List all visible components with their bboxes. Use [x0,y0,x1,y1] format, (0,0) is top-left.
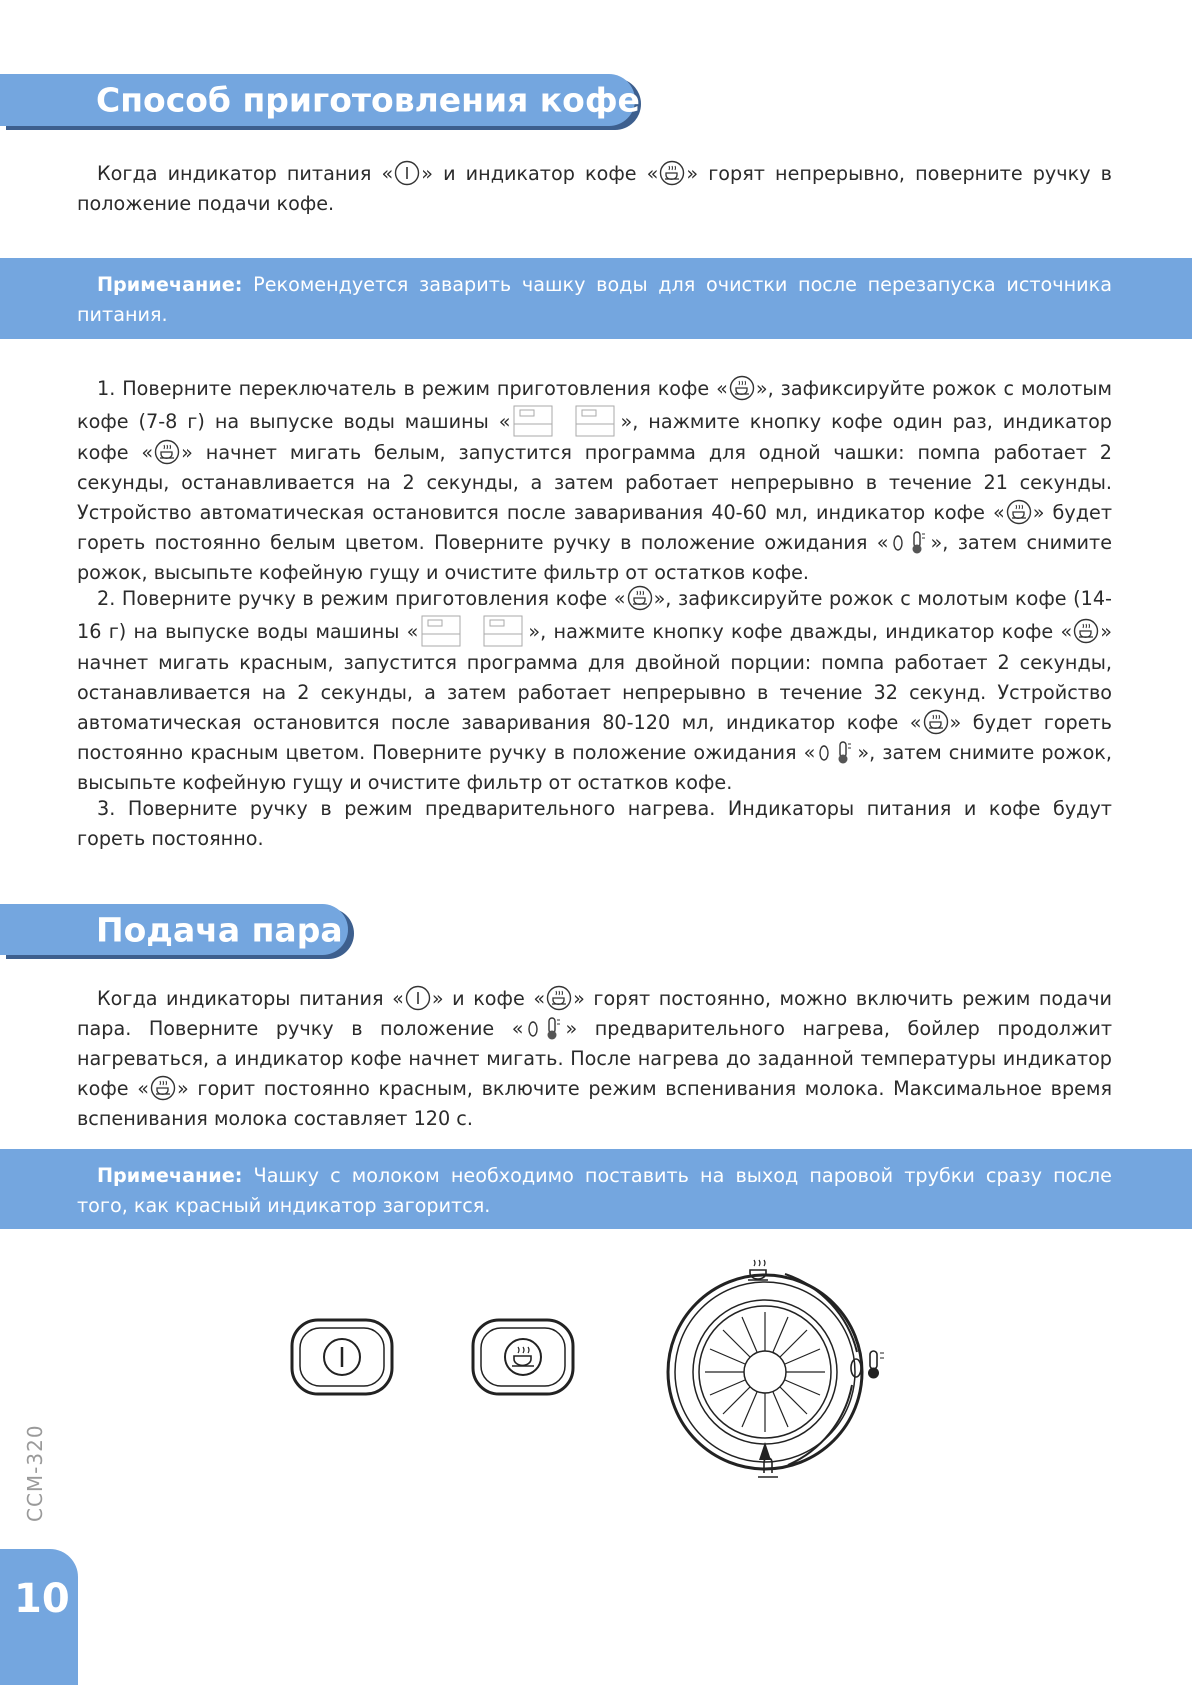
coffee-cup-icon [1073,618,1099,644]
coffee-cup-icon [729,375,755,401]
text-fragment: », затем снимите рожок, высыпьте кофейную гущу и очистите фильтр от остатков кофе. [77,741,1112,794]
coffee-cup-icon [1006,499,1032,525]
intro-paragraph [77,159,1112,219]
step-paragraph [77,374,1112,588]
coffee-cup-icon [923,709,949,735]
text-fragment: », нажмите кнопку кофе дважды, индикатор кофе « [528,620,1073,643]
text-fragment: » и кофе « [431,987,546,1010]
note-label: Примечание: [97,273,243,296]
text-fragment: » будет гореть постоянно белым цветом. Поверните ручку в положение ожидания « [77,501,1112,554]
machine-icon [418,614,528,648]
section-header-steam [0,904,348,955]
coffee-cup-icon [154,439,180,465]
coffee-cup-icon [627,585,653,611]
text-fragment: » будет гореть постоянно красным цветом. Поверните ручку в положение ожидания « [77,711,1112,764]
standby-thermometer-icon [890,529,930,555]
steam-paragraph [77,984,1112,1134]
power-icon [394,160,420,186]
power-icon [405,985,431,1011]
text-fragment: », зафиксируйте рожок с молотым кофе (7-8 г) на выпуске воды машины « [77,377,1112,433]
note-box [0,258,1192,339]
text-fragment: » горят непрерывно, поверните ручку в положение подачи кофе. [77,162,1112,215]
coffee-button-illustration [473,1320,573,1394]
text-fragment: 3. Поверните ручку в режим предварительного нагрева. Индикаторы питания и кофе будут гореть постоянно. [77,797,1112,850]
text-fragment: 2. Поверните ручку в режим приготовления кофе « [97,587,626,610]
selector-dial-illustration [668,1260,884,1477]
note-label: Примечание: [97,1164,243,1187]
text-fragment: », нажмите кнопку кофе один раз, индикатор кофе « [77,410,1112,464]
text-fragment: 1. Поверните переключатель в режим приготовления кофе « [97,377,728,400]
text-fragment: », зафиксируйте рожок с молотым кофе (14-16 г) на выпуске воды машины « [77,587,1112,643]
text-fragment: » и индикатор кофе « [421,162,659,185]
coffee-cup-icon [150,1075,176,1101]
coffee-cup-icon [546,985,572,1011]
section-title: Подача пара [96,910,343,949]
text-fragment: » горит постоянно красным, включите режим вспенивания молока. Максимальное время вспенивания молока составляет 120 с. [77,1077,1112,1130]
text-fragment: Когда индикаторы питания « [97,987,404,1010]
model-label: CCM-320 [23,1424,47,1522]
machine-icon [510,404,620,438]
note-text: Чашку с молоком необходимо поставить на выход паровой трубки сразу после того, как красный индикатор загорится. [77,1164,1112,1217]
page-number: 10 [14,1576,70,1622]
note-text: Рекомендуется заварить чашку воды для очистки после перезапуска источника питания. [77,273,1112,326]
coffee-cup-icon [659,160,685,186]
control-panel-illustration [280,1255,920,1485]
text-fragment: », затем снимите рожок, высыпьте кофейную гущу и очистите фильтр от остатков кофе. [77,531,1112,584]
text-fragment: » начнет мигать красным, запустится программа для двойной порции: помпа работает 2 секунды, останавливается на 2 секунды, а затем работает непрерывно в течение 32 секунд. Устройство автоматическая остановится после заваривания 80-120 мл, индикатор кофе « [77,620,1112,734]
text-fragment: » горят постоянно, можно включить режим подачи пара. Поверните ручку в положение « [77,987,1112,1040]
text-fragment: » начнет мигать белым, запустится программа для одной чашки: помпа работает 2 секунды, останавливается на 2 секунды, а затем работает непрерывно в течение 21 секунды. Устройство автоматическая остановится после заваривания 40-60 мл, индикатор кофе « [77,441,1112,524]
section-header-coffee [0,74,640,126]
note-box [0,1149,1192,1229]
text-fragment: » предварительного нагрева, бойлер продолжит нагреваться, а индикатор кофе начнет мигать. После нагрева до заданной температуры индикатор кофе « [77,1017,1113,1100]
step-paragraph [77,584,1112,798]
standby-thermometer-icon [525,1015,565,1041]
power-button-illustration [292,1320,392,1394]
step-paragraph [77,794,1112,854]
standby-thermometer-icon [816,739,856,765]
section-title: Способ приготовления кофе [96,80,640,120]
text-fragment: Когда индикатор питания « [97,162,394,185]
